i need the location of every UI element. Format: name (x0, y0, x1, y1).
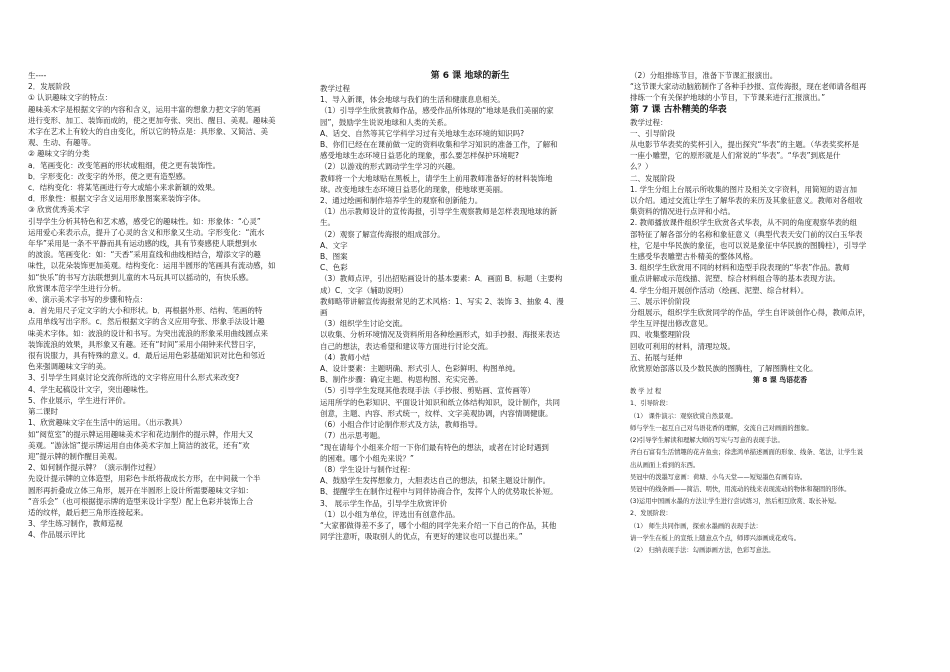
text-line: 成）C．文字（辅助说明） (320, 285, 408, 295)
text-line: 运用爱心来表示点，提升了心灵的含义和形象又生动。字形变化：“流水 (28, 227, 265, 237)
text-line: 味性，以花朵装饰更加美观。结构变化：运用半圆形的笔画具有流动感，如 (28, 261, 276, 271)
text-line: 适的纹样，最后把三角形连接起来。 (28, 507, 148, 517)
text-line: （5）引导学生发现其他表现手法（手抄报、剪贴画、宣传画等） (320, 386, 535, 396)
text-line: （1） 课件演示：观察欣赏自然景观。 (630, 412, 737, 420)
text-line: 2、发展阶段： (630, 510, 672, 518)
text-line: ② 趣味文字的分类 (28, 149, 90, 159)
text-line: 以介绍。通过交流让学生了解华表的来历及其象征意义。教师对各组收 (630, 196, 863, 206)
text-line: a．笔画变化：改变笔画的形状或粗细，使之更有装饰性。 (28, 160, 221, 170)
text-line: A、文字 (320, 240, 348, 250)
text-line: B、图案 (320, 252, 348, 262)
text-line: 教 学 过 程 (630, 388, 662, 396)
text-line: 欣赏原始部落以及少数民族的图腾柱，了解图腾柱文化。 (630, 364, 818, 374)
text-line: 趣味美术字是根据文字的内容和含义，运用丰富的想象力把文字的笔画 (28, 104, 261, 114)
text-line: 一、引导阶段 (630, 128, 675, 138)
text-line: 回收可利用的材料，清理垃圾。 (630, 341, 735, 351)
text-line: 五、拓展与延伸 (630, 352, 683, 362)
text-line: 圆形再折叠成立体三角形，展开在半圆形上设计所需要趣味文字如： (28, 485, 253, 495)
text-line: 味美术字体。如：波浪的设计和书写。为突出流浪的形象采用曲线圆点来 (28, 328, 268, 338)
text-line: “音乐会”（也可根据提示牌的造型来设计字型）配上色彩并装饰上合 (28, 496, 254, 506)
text-line: A、鼓励学生发挥想象力，大胆表达自己的想法，扣紧主题设计制作。 (320, 476, 551, 486)
text-line: 创意，主题、内容、形式统一，纹样、文字美观协调，内容情调健康。 (320, 408, 553, 418)
text-line: 年华”采用是一条不平静而具有运动感的线，具有节奏感使人联想到水 (28, 239, 257, 249)
text-line: B、制作步骤：确定主题、构思构图、充实完善。 (320, 375, 483, 385)
text-line: 三、展示评价阶段 (630, 296, 690, 306)
text-line: 1. 学生分组上台展示所收集的图片及相关文字资料，用简短的语言加 (630, 184, 858, 194)
column-middle (320, 70, 620, 542)
text-line: 1、欣赏趣味文字在生活中的运用。（出示教具） (28, 418, 187, 428)
column-left (28, 70, 313, 541)
text-line: 3. 组织学生欣赏用不同的材料和造型手段表现的“华表”作品。教师 (630, 263, 850, 273)
text-line: 点用单线写出字形。c．然后根据文字的含义应用夸张、形象手法设计趣 (28, 317, 265, 327)
text-line: (3)运用中国画水墨的方法让学生进行尝试练习，然后相互欣赏、取长补短。 (630, 498, 841, 506)
text-line: 2、通过绘画和制作培养学生的观察和创新能力。 (320, 196, 483, 206)
text-line: a．首先用尺子定文字的大小和形状。b．再根据外形、结构、笔画的特 (28, 306, 263, 316)
text-line: （1）引导学生欣赏教师作品，感受作品所体现的“地球是我们美丽的家 (320, 106, 554, 116)
text-line: 1、引导阶段： (630, 400, 672, 408)
text-line: A、设计要素：主题明确、形式引人、色彩鲜明、构图单纯。 (320, 364, 521, 374)
text-line: 进行变形、加工、装饰而成的，使之更加夸张、突出、醒目、美观。趣味美 (28, 115, 276, 125)
text-line: 生---- (28, 71, 47, 80)
text-line: 先设计提示牌的立体造型，用彩色卡纸将裁成长方形，在中间裁一个半 (28, 474, 261, 484)
text-line: 3、 展示学生作品，引导学生欣赏评价 (320, 498, 448, 508)
text-line: 画 (320, 308, 328, 318)
text-line: ① 认识趣味文字的特点： (28, 93, 113, 103)
text-line: 教学过程 (320, 84, 350, 93)
text-line: 分组展示，组织学生欣赏同学的作品，学生自评谈创作心得，教师点评， (630, 308, 870, 318)
text-line: （8）学生设计与制作过程： (320, 464, 415, 474)
text-line: 欣赏课本范字学生进行分析。 (28, 283, 126, 293)
text-line: （2） 归纳表现手法：勾画添画方法，色彩写意法。 (630, 546, 775, 554)
text-line: 重点讲解或示范线描、泥塑、综合材料组合等的基本表现方法。 (630, 274, 840, 284)
text-line: 吴冠中的线条画——简洁、明快，用流动的线来表现流动的物体和凝固的形体。 (630, 485, 851, 493)
text-line: 3、引导学生同桌讨论交流你所选的文字将应用什么形式来改变? (28, 373, 240, 383)
text-line: C、色彩 (320, 263, 348, 273)
text-line: ③ 欣赏优秀美术字 (28, 205, 90, 215)
text-line: 同学注意听，吸取别人的优点，有更好的建议也可以提出来。” (320, 532, 523, 542)
text-line: （7）出示思考题。 (320, 431, 385, 441)
text-line: 引导学生分析其特色和艺术感，感受它的趣味性。如：形象体：“心灵” (28, 216, 261, 226)
text-line: 5、作业展示，学生进行评价。 (28, 395, 131, 405)
text-line: 请一学生在板上的宣纸上随意点个点，师即兴添画成花或鸟。 (630, 534, 801, 542)
text-line: （2）观察了解宣传海报的组成部分。 (320, 229, 445, 239)
text-line: 教师将一个大地球贴在黑板上，请学生上前用教师准备好的材料装饰地 (320, 173, 553, 183)
text-line: （6）小组合作讨论制作形式及方法，教师指导。 (320, 420, 483, 430)
text-line: ④、演示美术字书写的步骤和特点： (28, 295, 148, 305)
text-line: 2、如何制作提示牌？（演示制作过程） (28, 463, 161, 473)
text-line: 观、生动、有趣等。 (28, 138, 96, 148)
text-line: 师与学生一起互自己对鸟语花香的理解，交流自己对画面的想象。 (630, 424, 813, 432)
text-line: 排练一个有关保护地球的小节目，下节课来进行汇报演出。” (630, 93, 826, 103)
text-line: 球。改变地球生态环境日益恶化的现象，使地球更美丽。 (320, 184, 508, 194)
text-line: （1）以小组为单位，评选出有创意作品。 (320, 509, 460, 519)
text-line: B、你们已经在在课前做一定的资料收集和学习知识的准备工作，了解和 (320, 140, 558, 150)
text-line: 教师略带讲解宣传海报常见的艺术风格：1、写实 2、装饰 3、抽象 4、漫 (320, 296, 564, 306)
text-line: 部特征了解各部分的名称和象征意义（典型代表天安门前的汉白玉华表 (630, 229, 863, 239)
text-line: B、提醒学生在制作过程中与同伴协商合作，发挥个人的优势取长补短。 (320, 487, 558, 497)
text-line: 生感受华表雕塑古朴精美的整体风格。 (630, 252, 758, 262)
column-right (630, 70, 930, 557)
text-line: c．结构变化：将某笔画进行夸大或缩小来求新颖的效果。 (28, 183, 220, 193)
text-line: 二、发展阶段 (630, 173, 675, 183)
lesson-7-title: 第 7 课 古朴精美的华表 (630, 104, 727, 115)
text-line: 学生互评提出修改意见。 (630, 319, 713, 329)
text-line: 4、作品展示评比 (28, 530, 86, 540)
text-line: （1） 师生共同作画，探索水墨画的表现手法： (630, 522, 762, 530)
text-line: 出从画面上看到的东西。 (630, 461, 700, 469)
text-line: b．字形变化：改变字的外形，使之更有造型感。 (28, 171, 191, 181)
text-line: （3）组织学生讨论交流。 (320, 319, 408, 329)
text-line: “这节课大家动动脑筋制作了各种手抄报、宣传海报，现在老师请各组再 (630, 82, 867, 92)
text-line: （2）以游戏的形式调动学生学习的兴趣。 (320, 162, 460, 172)
text-line: 4、学生起稿设计文字，突出趣味性。 (28, 384, 153, 394)
text-line: “大家都做得差不多了，哪个小组的同学先来介绍一下自己的作品，其他 (320, 520, 557, 530)
text-line: (2)引导学生解读和理解大师的写实与写意的表现手法。 (630, 437, 784, 445)
text-line: 柱，它是中华民族的象征，也可以说是象征中华民族的图腾柱），引导学 (630, 240, 867, 250)
text-line: 园”，鼓励学生说说地球和人类的关系。 (320, 117, 452, 127)
text-line: （1）出示教师设计的宣传海报，引导学生观察教师是怎样表现地球的新 (320, 207, 558, 217)
text-line: 以收集、分析环境情况及资料所用各种绘画形式，如手抄报、海报来表达 (320, 330, 560, 340)
text-line: （4）教师小结 (320, 352, 370, 362)
text-line: 运用所学的色彩知识、平面设计知识和纸立体结构知识，设计制作，共同 (320, 397, 560, 407)
text-line: 的困难。哪个小组先来说？” (320, 453, 414, 463)
text-line: 感受地球生态环境日益恶化的现象，那么要怎样保护环境呢? (320, 151, 519, 161)
text-line: （3）教师点评，引出招贴画设计的基本要素：A．画面 B．标题（主要构 (320, 274, 563, 284)
text-line: 自己的想法，表达希望和建议等方面进行讨论交流。 (320, 341, 493, 351)
text-line: 吴冠中的泼墨写意画：荷塘、小鸟天堂——短短墨色有画有诗。 (630, 473, 807, 481)
text-line: “现在请每个小组来介绍一下你们最有特色的想法，或者在讨论时遇到 (320, 442, 549, 452)
text-line: 么？） (630, 162, 653, 172)
text-line: 美观。“游泳馆”提示牌运用自由体美术字加上简洁的波花，还有“欢 (28, 440, 250, 450)
text-line: 一座小雕塑，它的原形就是人们常说的“华表”。“华表”到底是什 (630, 151, 841, 161)
text-line: 齐白石富有生活情趣的花卉鱼虫；徐悲鸿单描述画面的形象、线条、笔法，让学生说 (630, 449, 863, 457)
text-line: 3、学生练习制作，教师巡视 (28, 519, 123, 529)
text-line: 1、导入新课，体会地球与我们的生活和健康息息相关。 (320, 95, 505, 105)
text-line: 生。 (320, 218, 335, 228)
text-line: 教学过程： (630, 117, 668, 127)
text-line: A、话交、自然等其它学科学习过有关地球生态环境的知识吗? (320, 128, 525, 138)
text-line: 2. 教师播放课件组织学生欣赏各式华表，从不同的角度观察华表的组 (630, 218, 858, 228)
text-line: 第二课时 (28, 407, 58, 417)
lesson-6-title: 第 6 课 地球的新生 (430, 71, 510, 81)
text-line: 迎”提示牌的制作醒目美观。 (28, 451, 122, 461)
text-line: d．形象性：根据文字含义运用形象图案来装饰字体。 (28, 194, 206, 204)
text-line: 集资料的情况进行点评和小结。 (630, 207, 735, 217)
text-line: 很有说服力，具有特殊的意义。d．最后运用色彩基础知识对比色和邻近 (28, 351, 266, 361)
text-line: 装饰流浪的效果，具形象又有趣。还有“时间”采用小闹钟来代替日字， (28, 339, 261, 349)
lesson-8-title: 第 8 课 鸟语花香 (752, 376, 808, 385)
text-line: 2．发展阶段 (28, 82, 71, 92)
text-line: 的波浪。笔画变化：如：“天香”采用直线和曲线相结合，增添文字的趣 (28, 250, 261, 260)
text-line: 术字在艺术上有较大的自由变化，所以它的特点是：具形象、又简洁、美 (28, 127, 268, 137)
text-line: 4. 学生分组开展创作活动（绘画、泥塑、综合材料）。 (630, 285, 809, 295)
text-line: 如“快乐”的书写方法联想到儿童的木马玩具可以摇动的，有快乐感。 (28, 272, 254, 282)
text-line: 从电影节华表奖的奖杯引入，提出探究“华表”的主题。（华表奖奖杯是 (630, 140, 860, 150)
text-line: 四、收集整理阶段 (630, 330, 690, 340)
text-line: 如“阅览室”的提示牌运用趣味美术字和花边制作的提示牌，作用大又 (28, 429, 254, 439)
text-line: 色来强调趣味文字的美。 (28, 362, 111, 372)
text-line: （2）分组排练节目，准备下节课汇报演出。 (630, 71, 778, 80)
